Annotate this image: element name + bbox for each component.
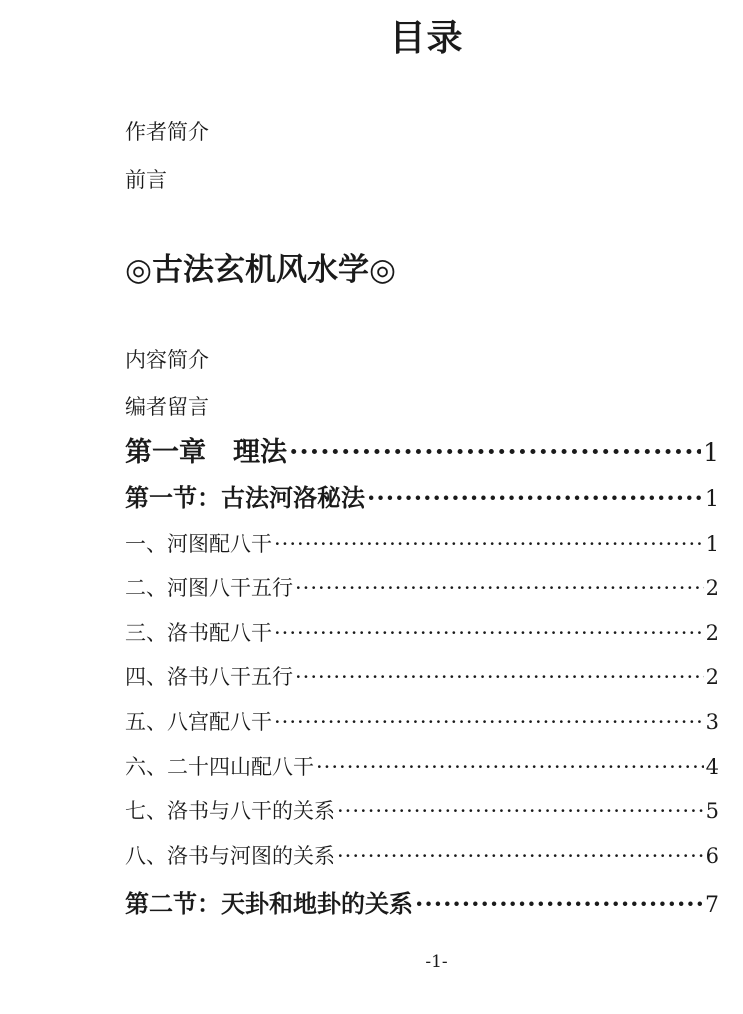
toc-entry-item <box>125 840 719 870</box>
toc-entry-label: 三、洛书配八干 <box>125 621 272 645</box>
toc-entry-page: 3 <box>705 710 719 734</box>
toc-entry-page: 1 <box>703 438 719 467</box>
toc-entry-item <box>125 528 719 558</box>
toc-entry-item <box>125 617 719 647</box>
toc-leader-dots <box>316 755 704 779</box>
toc-leader-dots <box>337 799 704 823</box>
toc-leader-dots <box>274 621 704 645</box>
toc-entry-label: 四、洛书八干五行 <box>125 665 293 689</box>
toc-leader-dots <box>295 576 704 600</box>
toc-entry-label: 一、河图配八干 <box>125 532 272 556</box>
toc-entry-item <box>125 572 719 602</box>
toc-entry-label: 第一章 理法 <box>125 437 287 468</box>
toc-entry-page: 1 <box>705 487 719 512</box>
toc-leader-dots <box>295 665 704 689</box>
toc-entry-page: 1 <box>705 532 719 556</box>
toc-entry-label: 第二节：天卦和地卦的关系 <box>125 889 413 918</box>
toc-entry-label: 第一节：古法河洛秘法 <box>125 483 365 512</box>
toc-entry-label: 八、洛书与河图的关系 <box>125 844 335 868</box>
front-matter-preface: 前言 <box>125 168 167 192</box>
toc-leader-dots <box>274 710 704 734</box>
toc-entry-page: 6 <box>705 844 719 868</box>
intro-editor-note: 编者留言 <box>125 395 209 419</box>
toc-entry-page: 2 <box>705 576 719 600</box>
toc-entry-chapter-1 <box>125 430 719 468</box>
toc-entry-label: 六、二十四山配八干 <box>125 755 314 779</box>
toc-leader-dots <box>274 532 704 556</box>
intro-content-summary: 内容简介 <box>125 348 209 372</box>
book-title: ◎古法玄机风水学◎ <box>125 252 397 288</box>
toc-entry-page: 4 <box>705 755 719 779</box>
front-matter-author-intro: 作者简介 <box>125 120 209 144</box>
toc-entry-page: 7 <box>705 893 719 918</box>
toc-entry-section-1 <box>125 478 719 512</box>
toc-entry-item <box>125 751 719 781</box>
toc-entry-label: 七、洛书与八干的关系 <box>125 799 335 823</box>
page-title: 目录 <box>389 18 464 59</box>
toc-entry-item <box>125 795 719 825</box>
toc-entry-item <box>125 661 719 691</box>
toc-leader-dots <box>415 889 703 918</box>
toc-entry-label: 二、河图八干五行 <box>125 576 293 600</box>
toc-entry-item <box>125 706 719 736</box>
toc-entry-page: 5 <box>705 799 719 823</box>
page-number: -1- <box>425 952 448 972</box>
toc-entry-page: 2 <box>705 665 719 689</box>
toc-leader-dots <box>337 844 704 868</box>
toc-entry-label: 五、八宫配八干 <box>125 710 272 734</box>
toc-leader-dots <box>367 483 703 512</box>
toc-entry-section-2 <box>125 884 719 918</box>
toc-entry-page: 2 <box>705 621 719 645</box>
toc-leader-dots <box>289 437 701 468</box>
